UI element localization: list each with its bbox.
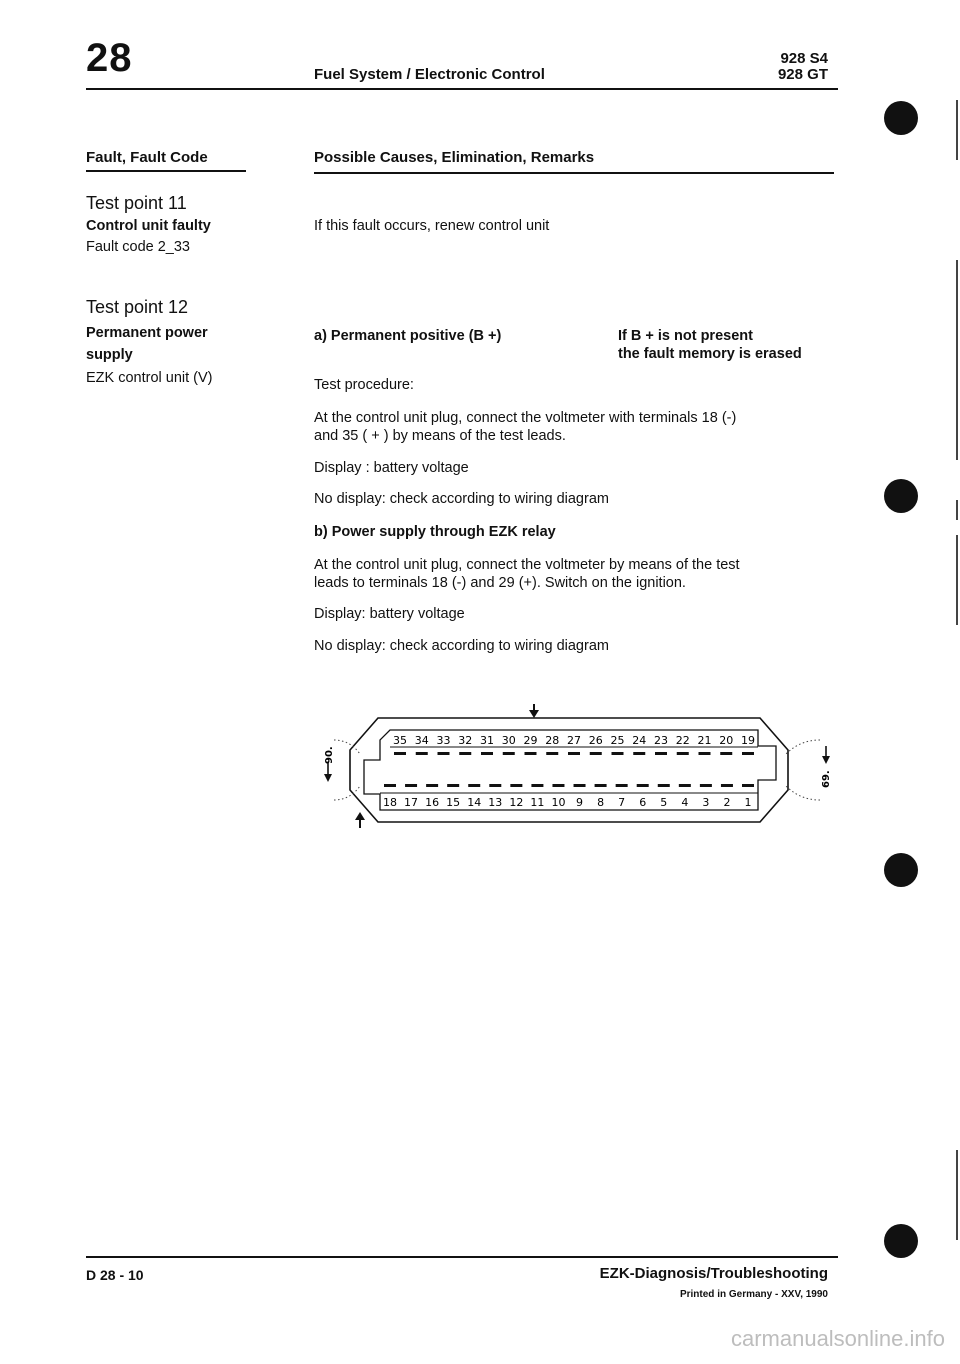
bottom-contact-11 [531, 784, 543, 787]
bottom-pin-3: 3 [702, 796, 710, 809]
top-contact-24 [633, 752, 645, 755]
bottom-contact-5 [658, 784, 670, 787]
bottom-pin-9: 9 [576, 796, 584, 809]
top-contact-35 [394, 752, 406, 755]
right-terminal-label: 69. [821, 770, 832, 788]
bottom-contact-3 [700, 784, 712, 787]
top-contact-20 [720, 752, 732, 755]
left-heading-rule [86, 170, 246, 172]
bottom-contact-9 [574, 784, 586, 787]
bottom-arrow-icon [355, 812, 365, 828]
bottom-contact-8 [595, 784, 607, 787]
margin-line-5 [956, 1150, 958, 1240]
header-rule [86, 88, 838, 90]
top-contact-25 [612, 752, 624, 755]
tp12-b-step-line2: leads to terminals 18 (-) and 29 (+). Switch on the ignition. [314, 575, 686, 591]
tp12-a-step-line1: At the control unit plug, connect the voltmeter with terminals 18 (-) [314, 410, 737, 426]
model-s4: 928 S4 [780, 50, 828, 67]
margin-dot-3 [884, 853, 918, 887]
top-contact-27 [568, 752, 580, 755]
tp12-a-step-line2: and 35 ( + ) by means of the test leads. [314, 428, 566, 444]
top-pin-22: 22 [675, 734, 690, 747]
left-terminal-label: 90. [324, 746, 335, 764]
bottom-pin-numbers [383, 796, 752, 809]
bottom-contact-row [384, 784, 754, 787]
bottom-pin-2: 2 [723, 796, 731, 809]
top-pin-21: 21 [697, 734, 712, 747]
top-pin-35: 35 [393, 734, 407, 747]
right-column-heading: Possible Causes, Elimination, Remarks [314, 149, 595, 166]
tp12-a-display: Display : battery voltage [314, 460, 469, 476]
top-pin-31: 31 [480, 734, 494, 747]
top-contact-32 [459, 752, 471, 755]
bottom-pin-11: 11 [530, 796, 545, 809]
bottom-pin-5: 5 [660, 796, 668, 809]
top-pin-numbers [393, 734, 755, 747]
chapter-number: 28 [86, 36, 133, 80]
top-contact-row [394, 752, 754, 755]
top-contact-34 [416, 752, 428, 755]
top-arrow-icon [529, 704, 539, 718]
top-pin-25: 25 [610, 734, 625, 747]
bottom-pin-10: 10 [551, 796, 566, 809]
margin-line-1 [956, 100, 958, 160]
top-contact-22 [677, 752, 689, 755]
bottom-pin-15: 15 [446, 796, 461, 809]
tp12-unit: EZK control unit (V) [86, 370, 213, 386]
printed-note: Printed in Germany - XXV, 1990 [679, 1289, 828, 1300]
top-contact-28 [546, 752, 558, 755]
margin-dot-1 [884, 101, 918, 135]
bottom-contact-10 [552, 784, 564, 787]
page-title: Fuel System / Electronic Control [314, 66, 545, 83]
left-column-heading: Fault, Fault Code [86, 149, 208, 166]
margin-line-2 [956, 260, 958, 460]
bottom-contact-16 [426, 784, 438, 787]
tp12-a-heading: a) Permanent positive (B +) [314, 328, 502, 344]
bottom-pin-1: 1 [744, 796, 752, 809]
top-contact-19 [742, 752, 754, 755]
left-side-arrow-icon [324, 762, 332, 782]
top-contact-23 [655, 752, 667, 755]
top-pin-30: 30 [501, 734, 516, 747]
right-side-arrow-icon [822, 746, 830, 764]
bottom-contact-2 [721, 784, 733, 787]
tp11-remark: If this fault occurs, renew control unit [314, 218, 550, 234]
connector-diagram [320, 700, 840, 830]
tp12-a-no-display: No display: check according to wiring diagram [314, 491, 609, 507]
bottom-contact-13 [489, 784, 501, 787]
bottom-pin-6: 6 [639, 796, 647, 809]
tp12-heading: Test point 12 [86, 297, 189, 317]
bottom-contact-14 [468, 784, 480, 787]
top-contact-33 [438, 752, 450, 755]
margin-line-4 [956, 535, 958, 625]
margin-line-3 [956, 500, 958, 520]
tp12-fault-line1: Permanent power [86, 325, 208, 341]
bottom-pin-16: 16 [425, 796, 440, 809]
tp11-code: Fault code 2_33 [86, 239, 190, 255]
top-pin-32: 32 [458, 734, 473, 747]
top-pin-26: 26 [588, 734, 603, 747]
top-pin-19: 19 [741, 734, 755, 747]
top-contact-26 [590, 752, 602, 755]
top-pin-33: 33 [436, 734, 451, 747]
top-pin-20: 20 [719, 734, 734, 747]
top-contact-21 [699, 752, 711, 755]
bottom-pin-17: 17 [404, 796, 419, 809]
tp12-b-heading: b) Power supply through EZK relay [314, 524, 556, 540]
top-pin-23: 23 [654, 734, 668, 747]
bottom-pin-14: 14 [467, 796, 482, 809]
bottom-pin-18: 18 [383, 796, 397, 809]
top-pin-27: 27 [567, 734, 581, 747]
tp12-b-step-line1: At the control unit plug, connect the voltmeter by means of the test [314, 557, 740, 573]
bottom-contact-18 [384, 784, 396, 787]
bottom-contact-12 [510, 784, 522, 787]
margin-dot-2 [884, 479, 918, 513]
tp12-note-line2: the fault memory is erased [618, 346, 802, 362]
bottom-pin-4: 4 [681, 796, 689, 809]
bottom-contact-4 [679, 784, 691, 787]
bottom-pin-7: 7 [618, 796, 626, 809]
watermark: carmanualsonline.info [730, 1326, 945, 1351]
tp12-b-no-display: No display: check according to wiring diagram [314, 638, 609, 654]
tp12-note-line1: If B + is not present [618, 328, 753, 344]
top-contact-31 [481, 752, 493, 755]
margin-dot-4 [884, 1224, 918, 1258]
bottom-pin-8: 8 [597, 796, 605, 809]
footer-rule [86, 1256, 838, 1258]
bottom-contact-15 [447, 784, 459, 787]
top-pin-24: 24 [632, 734, 647, 747]
footer-title: EZK-Diagnosis/Troubleshooting [599, 1265, 828, 1282]
bottom-pin-13: 13 [488, 796, 503, 809]
top-contact-30 [503, 752, 515, 755]
top-pin-28: 28 [545, 734, 560, 747]
left-dotted-guide [334, 740, 360, 800]
right-dotted-guide [786, 740, 820, 800]
bottom-contact-6 [637, 784, 649, 787]
tp11-heading: Test point 11 [86, 193, 187, 213]
top-pin-29: 29 [523, 734, 538, 747]
top-pin-34: 34 [414, 734, 429, 747]
top-contact-29 [525, 752, 537, 755]
page-number: D 28 - 10 [86, 1267, 144, 1283]
tp12-test-procedure: Test procedure: [314, 377, 414, 393]
right-heading-rule [314, 172, 834, 174]
bottom-contact-1 [742, 784, 754, 787]
tp11-fault: Control unit faulty [86, 218, 211, 234]
bottom-contact-17 [405, 784, 417, 787]
model-gt: 928 GT [777, 66, 828, 83]
bottom-pin-12: 12 [509, 796, 524, 809]
bottom-contact-7 [616, 784, 628, 787]
tp12-b-display: Display: battery voltage [314, 606, 465, 622]
tp12-fault-line2: supply [86, 347, 133, 363]
